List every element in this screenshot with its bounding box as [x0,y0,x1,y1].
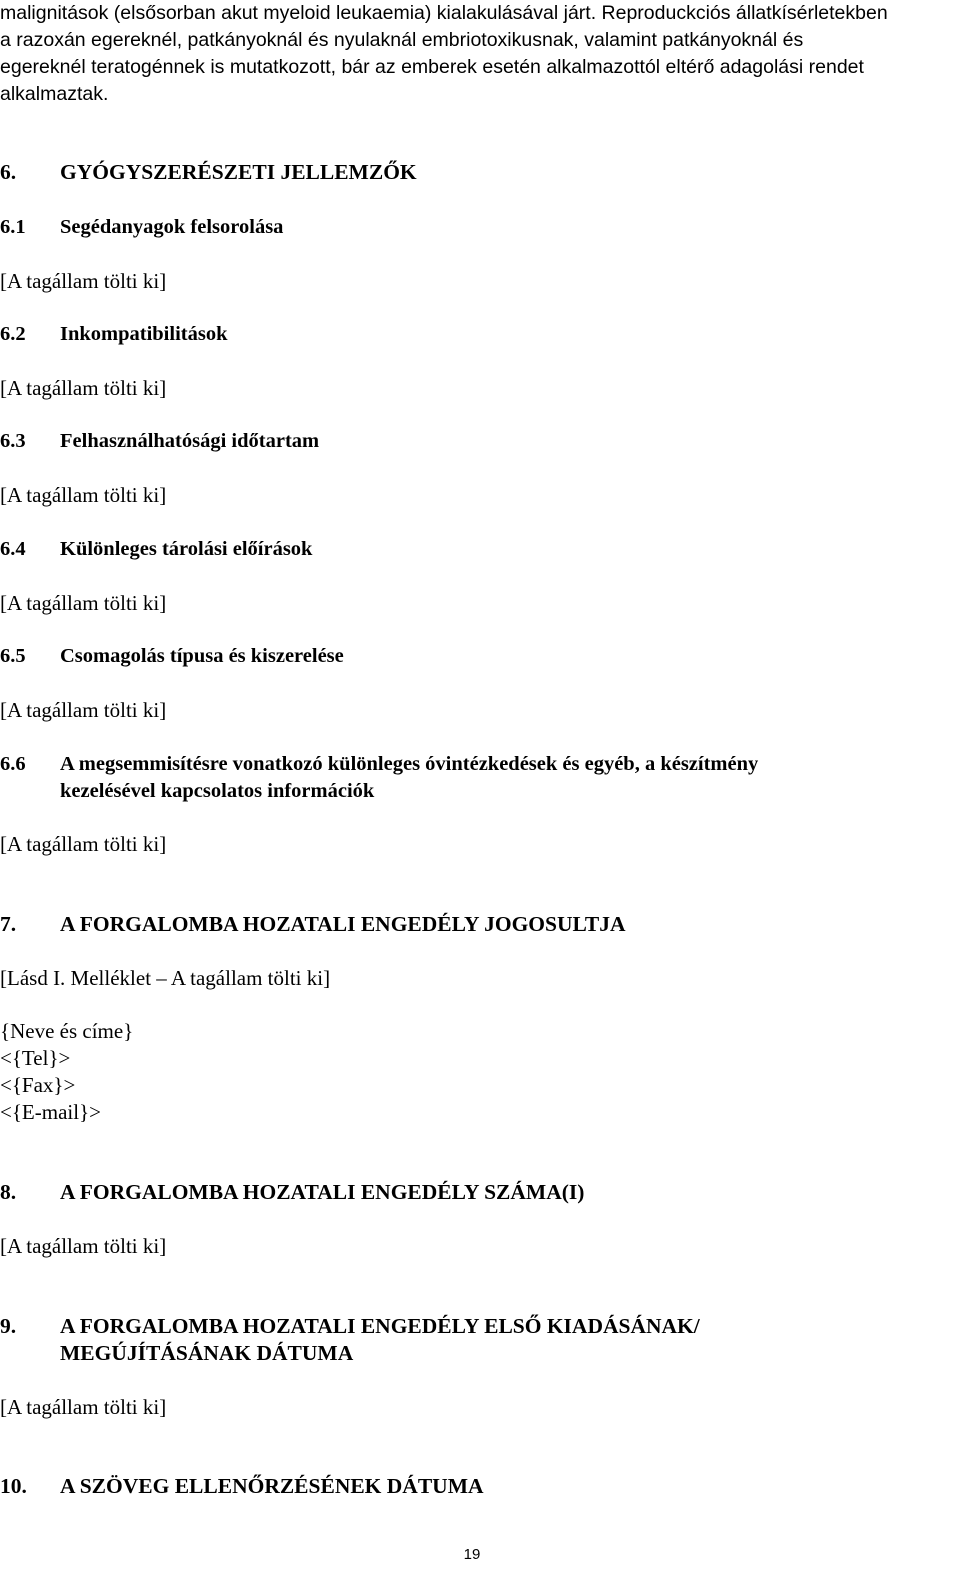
subsection-title: Segédanyagok felsorolása [60,216,284,238]
subsection-title: Felhasználhatósági időtartam [60,430,320,452]
subsection-6-3-heading [0,428,319,455]
subsection-6-3-content: [A tagállam tölti ki] [0,483,167,507]
section-title: A SZÖVEG ELLENŐRZÉSÉNEK DÁTUMA [60,1474,484,1498]
subsection-number: 6.4 [0,538,26,560]
holder-name-address: {Neve és címe} [0,1019,134,1043]
subsection-title-line: kezelésével kapcsolatos információk [60,780,375,802]
subsection-title: Inkompatibilitások [60,323,228,345]
subsection-6-1-content: [A tagállam tölti ki] [0,269,167,293]
section-10-heading [0,1473,484,1500]
intro-paragraph [0,0,958,108]
holder-tel: <{Tel}> [0,1046,71,1070]
subsection-title-line: A megsemmisítésre vonatkozó különleges óvintézkedések és egyéb, a készítmény [60,753,759,775]
subsection-number: 6.2 [0,323,26,345]
intro-line: malignitások (elsősorban akut myeloid leukaemia) kialakulásával járt. Reproduckciós állatkísérletekben [0,2,888,24]
subsection-6-2-content: [A tagállam tölti ki] [0,376,167,400]
subsection-6-4-content: [A tagállam tölti ki] [0,591,167,615]
section-9-content: [A tagállam tölti ki] [0,1395,167,1419]
subsection-6-1-heading [0,214,283,241]
section-9-heading [0,1313,700,1367]
page-number: 19 [463,1546,481,1563]
holder-contact-block [0,1018,133,1126]
section-6-heading [0,159,417,186]
section-7-heading [0,911,626,938]
subsection-number: 6.3 [0,430,26,452]
subsection-6-2-heading [0,321,227,348]
intro-line: egereknél teratogénnek is mutatkozott, bár az emberek esetén alkalmazottól eltérő adagolási rendet [0,56,864,78]
holder-email: <{E-mail}> [0,1100,101,1124]
subsection-6-5-content: [A tagállam tölti ki] [0,698,167,722]
section-title: GYÓGYSZERÉSZETI JELLEMZŐK [60,160,417,184]
subsection-title: Csomagolás típusa és kiszerelése [60,645,344,667]
subsection-number: 6.1 [0,216,26,238]
section-number: 6. [0,160,17,184]
section-title: A FORGALOMBA HOZATALI ENGEDÉLY JOGOSULTJA [60,912,626,936]
section-number: 7. [0,912,17,936]
subsection-number: 6.5 [0,645,26,667]
subsection-number: 6.6 [0,753,26,775]
section-number: 9. [0,1314,17,1338]
section-7-content: [Lásd I. Melléklet – A tagállam tölti ki] [0,966,331,990]
intro-line: a razoxán egereknél, patkányoknál és nyulaknál embriotoxikusnak, valamint patkányoknál és [0,29,804,51]
section-number: 10. [0,1474,27,1498]
section-number: 8. [0,1180,17,1204]
intro-line: alkalmaztak. [0,83,109,105]
section-title-line: A FORGALOMBA HOZATALI ENGEDÉLY ELSŐ KIADÁSÁNAK/ [60,1314,700,1338]
subsection-6-6-heading [0,751,758,805]
subsection-6-5-heading [0,643,344,670]
section-8-heading [0,1179,584,1206]
subsection-6-4-heading [0,536,312,563]
holder-fax: <{Fax}> [0,1073,76,1097]
subsection-title: Különleges tárolási előírások [60,538,313,560]
subsection-6-6-content: [A tagállam tölti ki] [0,832,167,856]
section-8-content: [A tagállam tölti ki] [0,1234,167,1258]
section-title-line: MEGÚJÍTÁSÁNAK DÁTUMA [60,1341,354,1365]
section-title: A FORGALOMBA HOZATALI ENGEDÉLY SZÁMA(I) [60,1180,585,1204]
